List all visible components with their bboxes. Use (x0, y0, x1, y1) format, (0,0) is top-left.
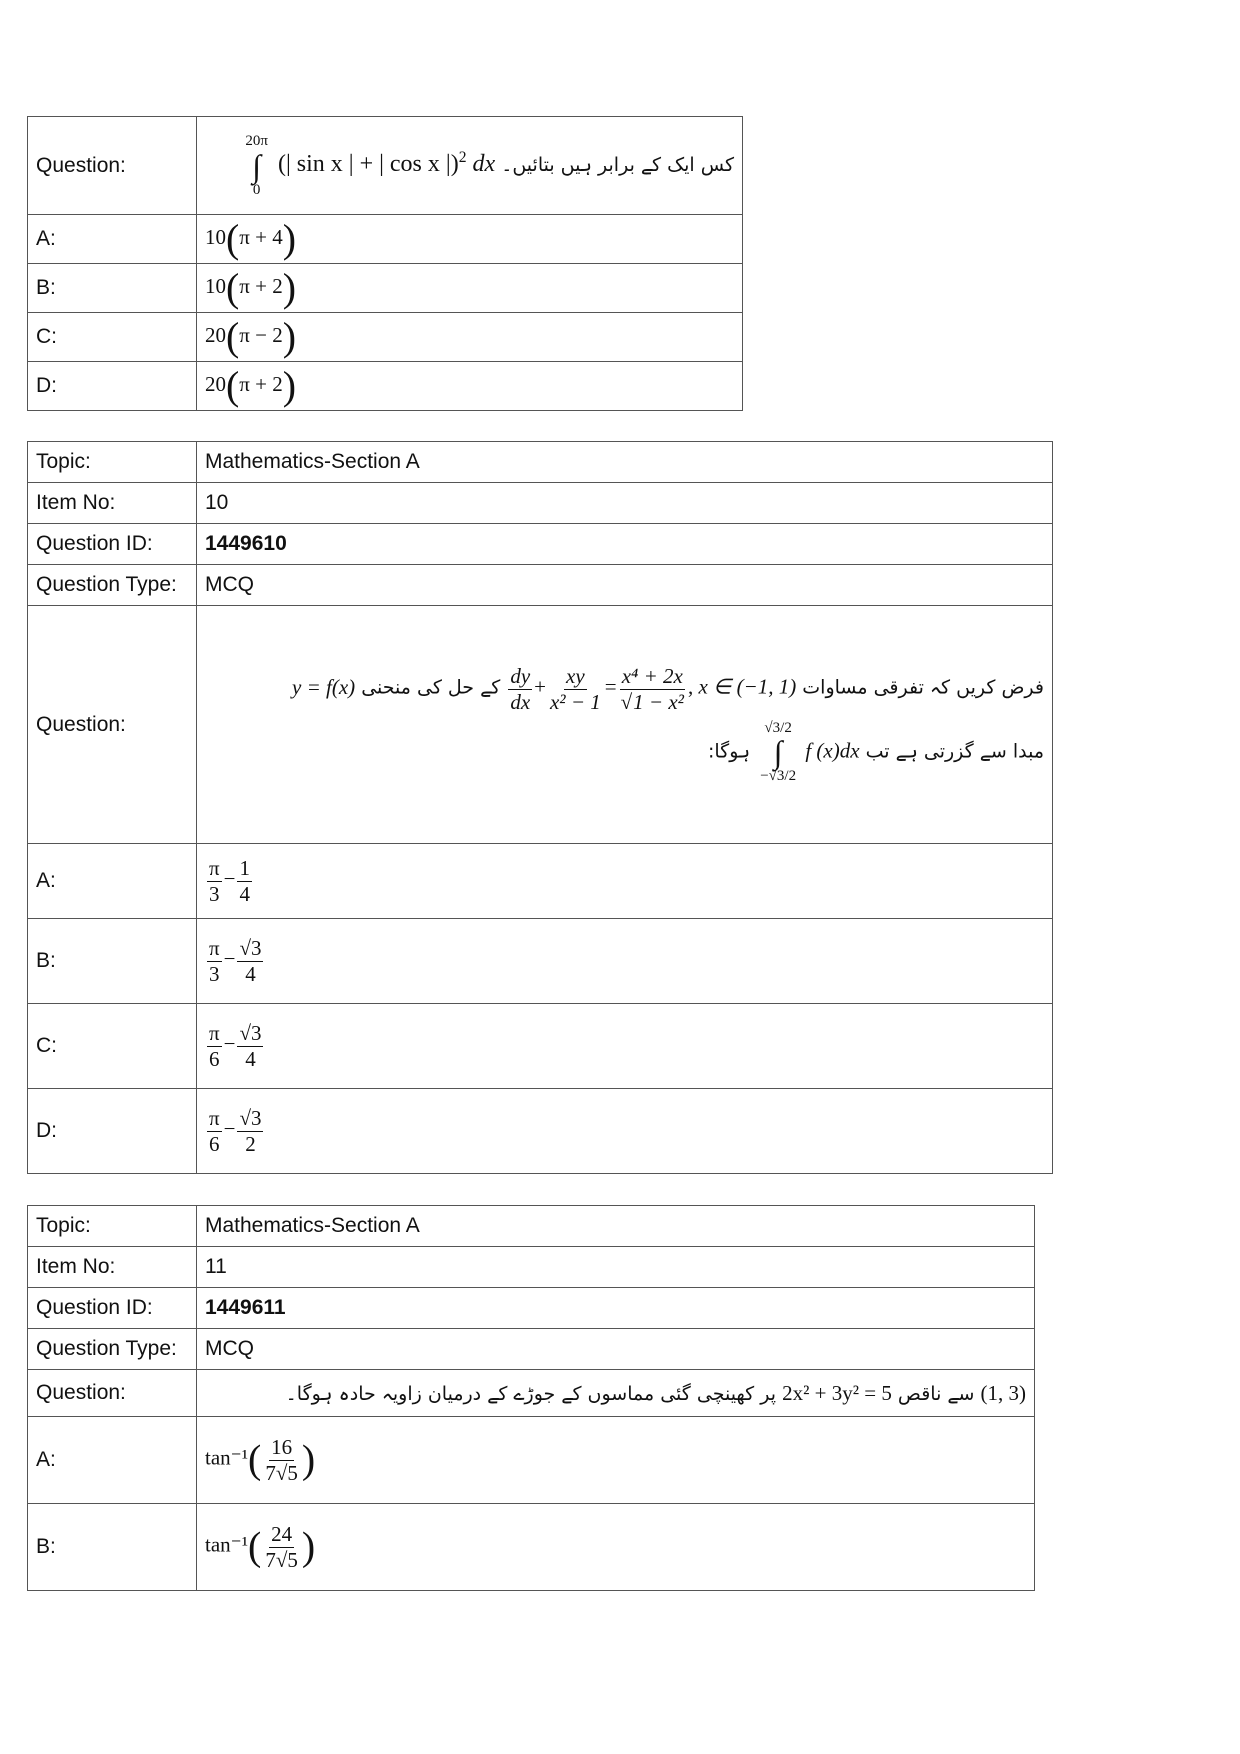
option-coefficient: 20 (205, 322, 226, 347)
minus-sign: − (223, 946, 236, 971)
option-expression: π − 2 (239, 322, 283, 347)
option-b (197, 1504, 1035, 1591)
item-no-label: Item No: (28, 1247, 197, 1288)
question-type-value: MCQ (197, 565, 1053, 606)
numerator: √3 (239, 1106, 262, 1131)
open-paren-icon: ( (226, 265, 240, 311)
question-table-9 (27, 116, 743, 411)
fraction (207, 936, 222, 985)
fraction (237, 856, 252, 905)
denominator: 7√5 (265, 1547, 298, 1572)
option-coefficient: 20 (205, 371, 226, 396)
numerator: π (209, 1106, 220, 1131)
option-a (197, 215, 743, 264)
open-paren-icon: ( (226, 363, 240, 409)
integrand: f (x)dx (805, 737, 860, 762)
option-label-b: B: (28, 919, 197, 1004)
open-paren-icon: ( (226, 216, 240, 262)
integrand: (| sin x | + | cos x |) (277, 151, 459, 178)
question-id-label: Question ID: (28, 524, 197, 565)
question-urdu-text: کس ایک کے برابر ہیں بتائیں۔ (501, 154, 734, 177)
numerator: π (209, 936, 220, 961)
option-b (197, 264, 743, 313)
question-label: Question: (28, 606, 197, 844)
fraction-dy-dx (508, 664, 532, 713)
integrand-power: 2 (458, 149, 467, 167)
denominator: x² − 1 (549, 689, 601, 714)
fraction (207, 1106, 222, 1155)
numerator: 1 (239, 856, 250, 881)
fraction (237, 1106, 263, 1155)
option-label-d: D: (28, 362, 197, 411)
question-id-value: 1449611 (197, 1288, 1035, 1329)
option-coefficient: 10 (205, 224, 226, 249)
fraction-xy (548, 664, 603, 713)
equals-sign: = (604, 674, 617, 699)
option-a (197, 844, 1053, 919)
question-type-label: Question Type: (28, 1329, 197, 1370)
option-expression: π + 4 (239, 224, 283, 249)
option-coefficient: 10 (205, 273, 226, 298)
integral-expression (241, 133, 495, 198)
item-no-value: 11 (197, 1247, 1035, 1288)
differential: dx (472, 151, 496, 178)
fraction (237, 1021, 263, 1070)
radicand: 1 − x² (633, 689, 684, 714)
topic-label: Topic: (28, 1206, 197, 1247)
integral-symbol-icon: ∫ (252, 147, 262, 184)
open-paren-icon: ( (248, 1524, 262, 1570)
integral-symbol-icon: ∫ (773, 734, 783, 771)
close-paren-icon: ) (282, 314, 297, 360)
integral-expression (756, 720, 859, 785)
question-urdu-text: فرض کریں کہ تفرقی مساوات (802, 676, 1044, 699)
question-content (197, 117, 743, 215)
function-name: tan⁻¹ (205, 1445, 249, 1470)
question-urdu-text: سے ناقص (897, 1382, 975, 1405)
denominator: 6 (209, 1046, 220, 1071)
topic-value: Mathematics-Section A (197, 442, 1053, 483)
option-d (197, 1089, 1053, 1174)
numerator: dy (510, 664, 531, 689)
option-expression: π + 2 (239, 371, 283, 396)
item-no-value: 10 (197, 483, 1053, 524)
option-d (197, 362, 743, 411)
question-type-value: MCQ (197, 1329, 1035, 1370)
integral-lower-limit: 0 (252, 181, 261, 198)
option-label-c: C: (28, 313, 197, 362)
close-paren-icon: ) (301, 1437, 316, 1483)
function-expression: y = f(x) (292, 674, 356, 699)
question-label: Question: (28, 1370, 197, 1417)
option-c (197, 1004, 1053, 1089)
item-no-label: Item No: (28, 483, 197, 524)
plus-sign: + (534, 674, 546, 699)
topic-value: Mathematics-Section A (197, 1206, 1035, 1247)
numerator: x⁴ + 2x (621, 664, 683, 689)
integral-lower-limit: −√3/2 (760, 768, 797, 785)
option-label-a: A: (28, 1417, 197, 1504)
question-urdu-text: مبدا سے گزرتی ہے تب (865, 739, 1044, 762)
minus-sign: − (223, 1116, 236, 1141)
option-a (197, 1417, 1035, 1504)
option-label-b: B: (28, 264, 197, 313)
question-urdu-text: کے حل کی منحنی (361, 676, 501, 699)
question-content (197, 1370, 1035, 1417)
integral-sign (245, 133, 268, 198)
question-table-10 (27, 441, 1053, 1174)
option-c (197, 313, 743, 362)
fraction (263, 1522, 300, 1571)
fraction (207, 1021, 222, 1070)
minus-sign: − (223, 866, 236, 891)
question-content (197, 606, 1053, 844)
option-label-a: A: (28, 215, 197, 264)
integral-sign (760, 720, 796, 785)
denominator: 3 (209, 881, 220, 906)
denominator: 4 (245, 961, 256, 986)
option-label-b: B: (28, 1504, 197, 1591)
close-paren-icon: ) (301, 1524, 316, 1570)
differential-equation (506, 664, 796, 713)
close-paren-icon: ) (282, 265, 297, 311)
fraction (207, 856, 222, 905)
question-line-1 (205, 664, 1044, 713)
denominator: 3 (209, 961, 220, 986)
open-paren-icon: ( (248, 1437, 262, 1483)
question-id-label: Question ID: (28, 1288, 197, 1329)
option-expression: π + 2 (239, 273, 283, 298)
function-name: tan⁻¹ (205, 1532, 249, 1557)
denominator: 4 (239, 881, 250, 906)
option-label-c: C: (28, 1004, 197, 1089)
ellipse-equation: 2x² + 3y² = 5 (782, 1380, 892, 1405)
fraction (263, 1435, 300, 1484)
question-id-value: 1449610 (197, 524, 1053, 565)
integral-upper-limit: √3/2 (764, 719, 792, 736)
question-line-2 (205, 720, 1044, 785)
numerator: √3 (239, 1021, 262, 1046)
option-b (197, 919, 1053, 1004)
denominator: 2 (245, 1131, 256, 1156)
fraction (237, 936, 263, 985)
close-paren-icon: ) (282, 216, 297, 262)
question-urdu-text: ہوگا: (707, 739, 751, 762)
numerator: 24 (271, 1522, 293, 1547)
close-paren-icon: ) (282, 363, 297, 409)
point: (1, 3) (980, 1380, 1026, 1405)
integral-upper-limit: 20π (245, 133, 268, 149)
numerator: xy (566, 664, 585, 689)
numerator: π (209, 856, 220, 881)
denominator: 7√5 (265, 1460, 298, 1485)
question-type-label: Question Type: (28, 565, 197, 606)
domain: x ∈ (−1, 1) (698, 674, 797, 699)
denominator: dx (510, 689, 531, 714)
numerator: √3 (239, 936, 262, 961)
fraction-rhs (619, 664, 686, 713)
numerator: π (209, 1021, 220, 1046)
open-paren-icon: ( (226, 314, 240, 360)
question-table-11 (27, 1205, 1035, 1591)
question-text (205, 133, 734, 198)
comma: , (687, 674, 694, 699)
denominator: 6 (209, 1131, 220, 1156)
option-label-d: D: (28, 1089, 197, 1174)
denominator: 4 (245, 1046, 256, 1071)
numerator: 16 (271, 1435, 293, 1460)
denominator: √1 − x² (620, 689, 684, 714)
question-urdu-text: پر کھینچی گئی مماسوں کے جوڑے کے درمیان زاویہ حادہ ہوگا۔ (285, 1382, 777, 1405)
question-label: Question: (28, 117, 197, 215)
option-label-a: A: (28, 844, 197, 919)
minus-sign: − (223, 1031, 236, 1056)
topic-label: Topic: (28, 442, 197, 483)
question-text (205, 1381, 1026, 1406)
